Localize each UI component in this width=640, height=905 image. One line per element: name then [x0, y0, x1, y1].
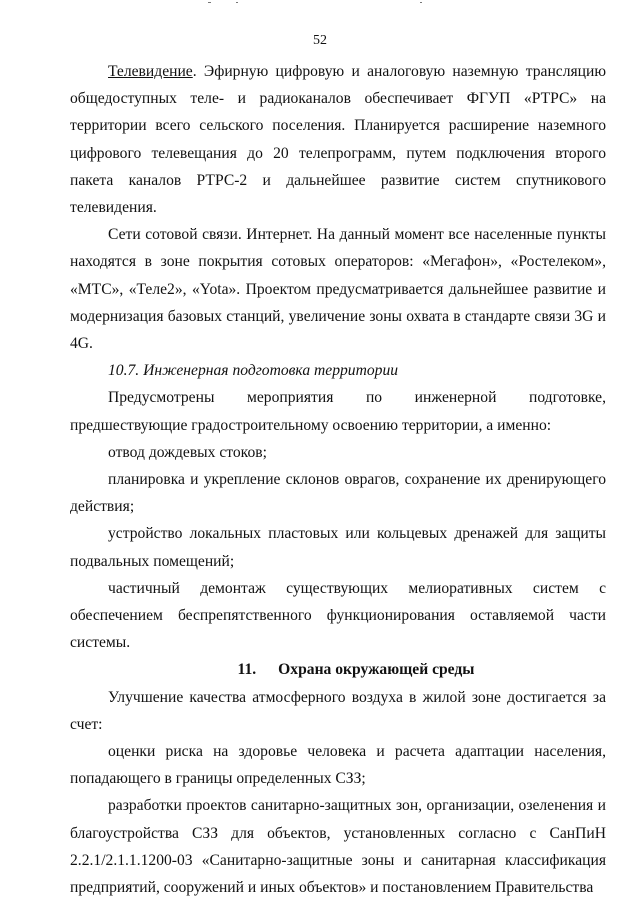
scan-artifact: [236, 2, 238, 3]
list-item-basements: устройство локальных пластовых или кольцевых дренажей для защиты подвальных помещений;: [70, 525, 606, 570]
list-item-drainage: отвод дождевых стоков;: [108, 443, 267, 461]
television-text: . Эфирную цифровую и аналоговую наземную трансляцию общедоступных теле- и радиоканалов обеспечивает ФГУП «РТРС» на территории всего сельского поселения. Планируется расширение наземного цифрового телевещания до 20 телепрограмм, путем подключения второго пакета каналов РТРС-2 и дальнейшее развитие систем спутникового телевидения.: [70, 63, 606, 217]
section-title: Охрана окружающей среды: [278, 661, 475, 679]
dismantle-line: системы.: [70, 634, 131, 652]
scan-artifact: [208, 2, 211, 3]
television-heading: Телевидение: [108, 63, 193, 80]
list-item-risk: оценки риска на здоровье человека и расчета адаптации населения, попадающего в границы определенных СЗЗ;: [70, 743, 606, 788]
main-text: [70, 58, 606, 901]
list-item-slopes: планировка и укрепление склонов оврагов, сохранение их дренирующего действия;: [70, 471, 606, 516]
section-number: 11.: [237, 661, 257, 679]
list-item-projects: разработки проектов санитарно-защитных зон, организации, озеленения и благоустройства СЗЗ для объектов, установленных согласно с СанПиН 2.2.1/2.1.1.1200-03 «Санитарно-защитные зоны и санитарная классификация предприятий, сооружений и иных объектов» и постановлением Правительства: [70, 797, 606, 897]
subsection-heading: 10.7. Инженерная подготовка территории: [108, 362, 399, 380]
paragraph-air-quality: Улучшение качества атмосферного воздуха в жилой зоне достигается за счет:: [70, 688, 606, 733]
page-number: 52: [313, 33, 327, 48]
paragraph-engineering-intro: Предусмотрены мероприятия по инженерной подготовке, предшествующие градостроительному освоению территории, а именно:: [70, 389, 606, 434]
list-item-dismantle: [70, 575, 606, 657]
dismantle-line: частичный демонтаж существующих мелиоративных систем с: [108, 579, 606, 597]
paragraph-mobile-networks: Сети сотовой связи. Интернет. На данный момент все населенные пункты находятся в зоне покрытия сотовых операторов: «Мегафон», «Ростелеком», «МТС», «Теле2», «Yota». Проектом предусматривается дальнейшее развитие и модернизация базовых станций, увеличение зоны охвата в стандарте связи 3G и 4G.: [70, 226, 606, 353]
section-heading: [70, 656, 606, 683]
paragraph-television: [70, 58, 606, 221]
dismantle-line: обеспечением беспрепятственного функционирования оставляемой части: [70, 607, 606, 625]
scan-artifact: [420, 2, 422, 3]
